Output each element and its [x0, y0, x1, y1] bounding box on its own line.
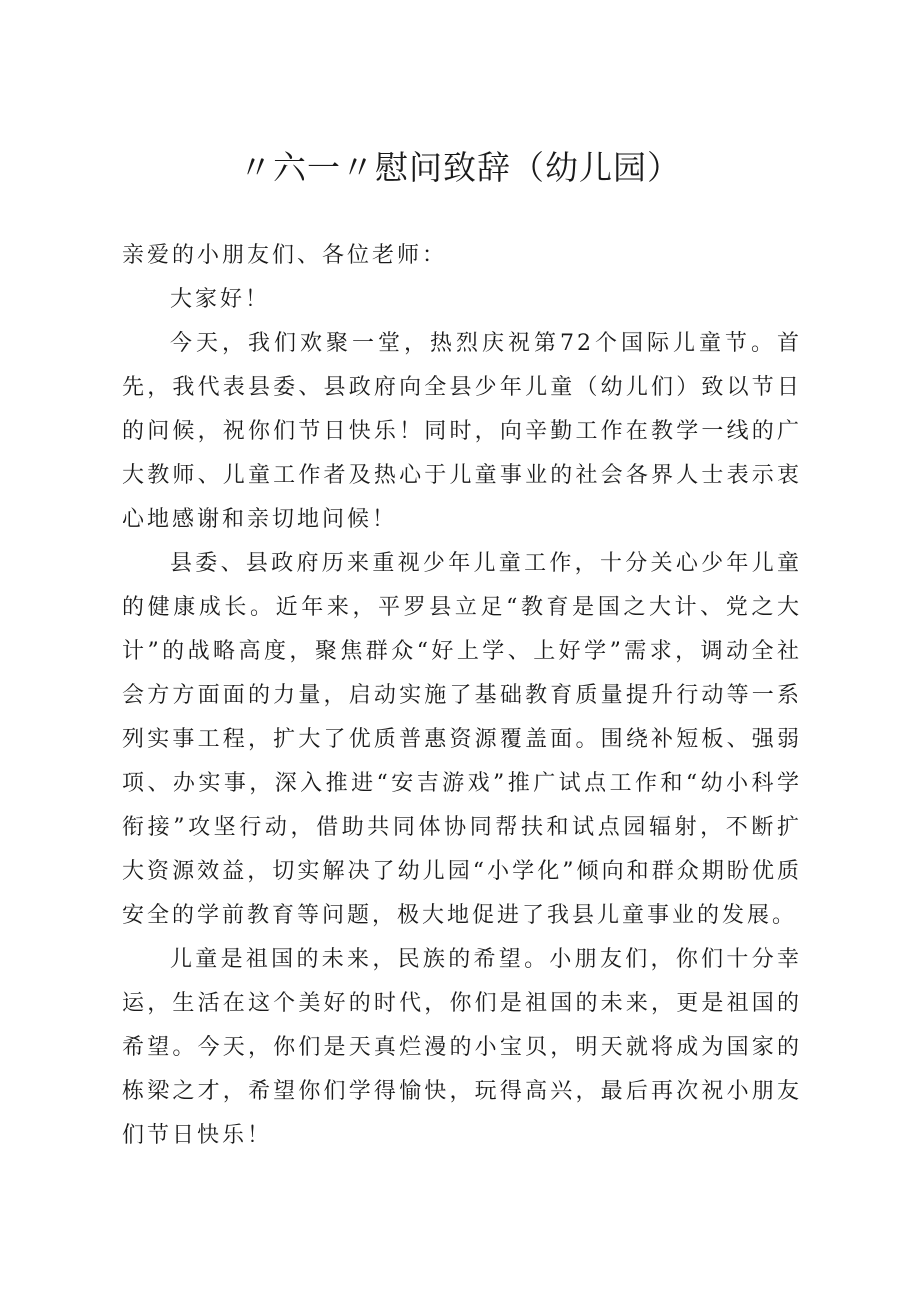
- paragraph-opening: 今天，我们欢聚一堂，热烈庆祝第72个国际儿童节。首先，我代表县委、县政府向全县少年儿童（幼儿们）致以节日的问候，祝你们节日快乐！同时，向辛勤工作在教学一线的广大教师、儿童工作者及热心于儿童事业的社会各界人士表示衷心地感谢和亲切地问候！: [122, 331, 802, 532]
- document-body: [122, 234, 802, 1158]
- paragraph-achievements: 县委、县政府历来重视少年儿童工作，十分关心少年儿童的健康成长。近年来，平罗县立足“教育是国之大计、党之大计”的战略高度，聚焦群众“好上学、上好学”需求，调动全社会方方面面的力量，启动实施了基础教育质量提升行动等一系列实事工程，扩大了优质普惠资源覆盖面。围绕补短板、强弱项、办实事，深入推进“安吉游戏”推广试点工作和“幼小科学衔接”攻坚行动，借助共同体协同帮扶和试点园辐射，不断扩大资源效益，切实解决了幼儿园“小学化”倾向和群众期盼优质安全的学前教育等问题，极大地促进了我县儿童事业的发展。: [122, 551, 802, 928]
- salutation: 亲爱的小朋友们、各位老师：: [122, 243, 448, 268]
- greeting: 大家好！: [170, 287, 271, 312]
- paragraph-closing: 儿童是祖国的未来，民族的希望。小朋友们，你们十分幸运，生活在这个美好的时代，你们是祖国的未来，更是祖国的希望。今天，你们是天真烂漫的小宝贝，明天就将成为国家的栋梁之才，希望你们学得愉快，玩得高兴，最后再次祝小朋友们节日快乐！: [122, 947, 802, 1148]
- document-title: 〃六一〃慰问致辞（幼儿园）: [239, 148, 681, 187]
